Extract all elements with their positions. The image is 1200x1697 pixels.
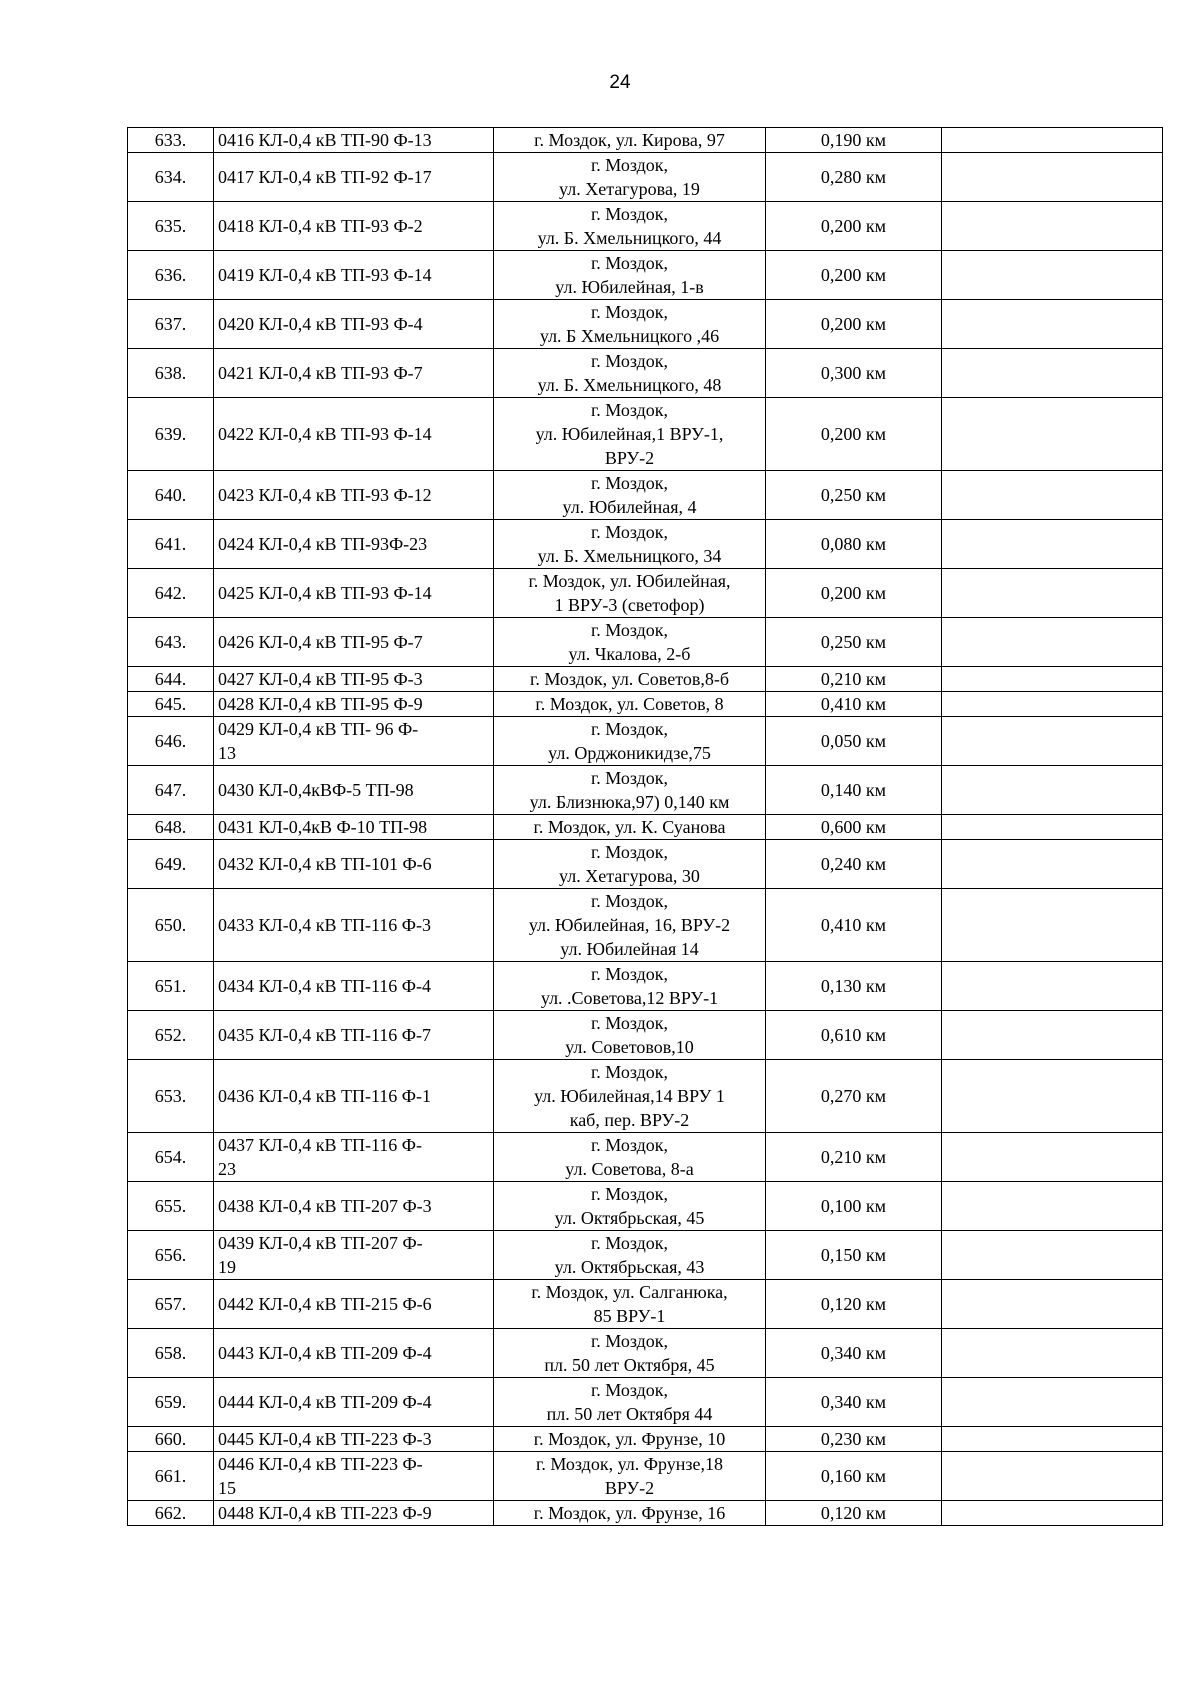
cable-line-name-cell: 0432 КЛ-0,4 кВ ТП-101 Ф-6	[214, 840, 494, 889]
note-cell	[942, 520, 1163, 569]
length-cell: 0,270 км	[766, 1060, 942, 1133]
row-number-cell: 633.	[128, 128, 214, 153]
note-cell	[942, 1280, 1163, 1329]
row-number-cell: 638.	[128, 349, 214, 398]
address-cell: г. Моздок, ул. Юбилейная,14 ВРУ 1 каб, пер. ВРУ-2	[494, 1060, 766, 1133]
length-cell: 0,200 км	[766, 398, 942, 471]
address-cell: г. Моздок, ул. Салганюка, 85 ВРУ-1	[494, 1280, 766, 1329]
cable-line-name-cell: 0442 КЛ-0,4 кВ ТП-215 Ф-6	[214, 1280, 494, 1329]
table-row	[128, 202, 1163, 251]
note-cell	[942, 1329, 1163, 1378]
length-cell: 0,600 км	[766, 815, 942, 840]
note-cell	[942, 1060, 1163, 1133]
cable-line-name-cell: 0437 КЛ-0,4 кВ ТП-116 Ф- 23	[214, 1133, 494, 1182]
address-cell: г. Моздок, ул. Б. Хмельницкого, 34	[494, 520, 766, 569]
address-cell: г. Моздок, ул. Юбилейная, 1 ВРУ-3 (светофор)	[494, 569, 766, 618]
table-row	[128, 153, 1163, 202]
address-cell: г. Моздок, ул. Советовов,10	[494, 1011, 766, 1060]
length-cell: 0,100 км	[766, 1182, 942, 1231]
table-row	[128, 1452, 1163, 1501]
row-number-cell: 647.	[128, 766, 214, 815]
cable-lines-table	[127, 127, 1163, 1526]
note-cell	[942, 840, 1163, 889]
row-number-cell: 653.	[128, 1060, 214, 1133]
cable-line-name-cell: 0428 КЛ-0,4 кВ ТП-95 Ф-9	[214, 692, 494, 717]
length-cell: 0,200 км	[766, 202, 942, 251]
length-cell: 0,200 км	[766, 569, 942, 618]
length-cell: 0,150 км	[766, 1231, 942, 1280]
table-row	[128, 815, 1163, 840]
cable-line-name-cell: 0421 КЛ-0,4 кВ ТП-93 Ф-7	[214, 349, 494, 398]
note-cell	[942, 889, 1163, 962]
row-number-cell: 641.	[128, 520, 214, 569]
note-cell	[942, 815, 1163, 840]
row-number-cell: 651.	[128, 962, 214, 1011]
cable-line-name-cell: 0425 КЛ-0,4 кВ ТП-93 Ф-14	[214, 569, 494, 618]
address-cell: г. Моздок, ул. Кирова, 97	[494, 128, 766, 153]
address-cell: г. Моздок, ул. Хетагурова, 19	[494, 153, 766, 202]
row-number-cell: 652.	[128, 1011, 214, 1060]
row-number-cell: 657.	[128, 1280, 214, 1329]
address-cell: г. Моздок, ул. Юбилейная,1 ВРУ-1, ВРУ-2	[494, 398, 766, 471]
table-row	[128, 1378, 1163, 1427]
address-cell: г. Моздок, ул. Октябрьская, 45	[494, 1182, 766, 1231]
cable-line-name-cell: 0427 КЛ-0,4 кВ ТП-95 Ф-3	[214, 667, 494, 692]
note-cell	[942, 202, 1163, 251]
table-row	[128, 1060, 1163, 1133]
note-cell	[942, 667, 1163, 692]
table-row	[128, 349, 1163, 398]
note-cell	[942, 1501, 1163, 1526]
length-cell: 0,120 км	[766, 1501, 942, 1526]
cable-line-name-cell: 0431 КЛ-0,4кВ Ф-10 ТП-98	[214, 815, 494, 840]
address-cell: г. Моздок, ул. Октябрьская, 43	[494, 1231, 766, 1280]
row-number-cell: 634.	[128, 153, 214, 202]
table-row	[128, 569, 1163, 618]
table-row	[128, 1011, 1163, 1060]
note-cell	[942, 1011, 1163, 1060]
note-cell	[942, 349, 1163, 398]
row-number-cell: 644.	[128, 667, 214, 692]
note-cell	[942, 962, 1163, 1011]
table-row	[128, 1329, 1163, 1378]
cable-line-name-cell: 0443 КЛ-0,4 кВ ТП-209 Ф-4	[214, 1329, 494, 1378]
address-cell: г. Моздок, ул. Советов, 8	[494, 692, 766, 717]
length-cell: 0,340 км	[766, 1329, 942, 1378]
cable-line-name-cell: 0430 КЛ-0,4кВФ-5 ТП-98	[214, 766, 494, 815]
length-cell: 0,230 км	[766, 1427, 942, 1452]
note-cell	[942, 251, 1163, 300]
note-cell	[942, 1452, 1163, 1501]
cable-line-name-cell: 0424 КЛ-0,4 кВ ТП-93Ф-23	[214, 520, 494, 569]
address-cell: г. Моздок, ул. Орджоникидзе,75	[494, 717, 766, 766]
note-cell	[942, 128, 1163, 153]
cable-line-name-cell: 0419 КЛ-0,4 кВ ТП-93 Ф-14	[214, 251, 494, 300]
table-row	[128, 128, 1163, 153]
table-row	[128, 766, 1163, 815]
cable-line-name-cell: 0416 КЛ-0,4 кВ ТП-90 Ф-13	[214, 128, 494, 153]
address-cell: г. Моздок, ул. Юбилейная, 16, ВРУ-2 ул. Юбилейная 14	[494, 889, 766, 962]
length-cell: 0,210 км	[766, 667, 942, 692]
cable-line-name-cell: 0420 КЛ-0,4 кВ ТП-93 Ф-4	[214, 300, 494, 349]
row-number-cell: 656.	[128, 1231, 214, 1280]
table-row	[128, 251, 1163, 300]
note-cell	[942, 692, 1163, 717]
row-number-cell: 660.	[128, 1427, 214, 1452]
table-row	[128, 962, 1163, 1011]
row-number-cell: 645.	[128, 692, 214, 717]
cable-line-name-cell: 0422 КЛ-0,4 кВ ТП-93 Ф-14	[214, 398, 494, 471]
address-cell: г. Моздок, ул. Советов,8-б	[494, 667, 766, 692]
row-number-cell: 643.	[128, 618, 214, 667]
row-number-cell: 649.	[128, 840, 214, 889]
note-cell	[942, 300, 1163, 349]
row-number-cell: 654.	[128, 1133, 214, 1182]
length-cell: 0,410 км	[766, 889, 942, 962]
length-cell: 0,210 км	[766, 1133, 942, 1182]
cable-line-name-cell: 0434 КЛ-0,4 кВ ТП-116 Ф-4	[214, 962, 494, 1011]
cable-line-name-cell: 0446 КЛ-0,4 кВ ТП-223 Ф- 15	[214, 1452, 494, 1501]
cable-line-name-cell: 0429 КЛ-0,4 кВ ТП- 96 Ф- 13	[214, 717, 494, 766]
length-cell: 0,250 км	[766, 471, 942, 520]
cable-line-name-cell: 0444 КЛ-0,4 кВ ТП-209 Ф-4	[214, 1378, 494, 1427]
table-row	[128, 717, 1163, 766]
cable-line-name-cell: 0418 КЛ-0,4 кВ ТП-93 Ф-2	[214, 202, 494, 251]
row-number-cell: 639.	[128, 398, 214, 471]
table-row	[128, 889, 1163, 962]
length-cell: 0,120 км	[766, 1280, 942, 1329]
cable-line-name-cell: 0448 КЛ-0,4 кВ ТП-223 Ф-9	[214, 1501, 494, 1526]
note-cell	[942, 766, 1163, 815]
table-row	[128, 1501, 1163, 1526]
table-row	[128, 300, 1163, 349]
note-cell	[942, 1182, 1163, 1231]
row-number-cell: 648.	[128, 815, 214, 840]
address-cell: г. Моздок, пл. 50 лет Октября 44	[494, 1378, 766, 1427]
row-number-cell: 636.	[128, 251, 214, 300]
length-cell: 0,130 км	[766, 962, 942, 1011]
note-cell	[942, 1378, 1163, 1427]
address-cell: г. Моздок, ул. К. Суанова	[494, 815, 766, 840]
address-cell: г. Моздок, ул. Фрунзе, 16	[494, 1501, 766, 1526]
length-cell: 0,300 км	[766, 349, 942, 398]
note-cell	[942, 1231, 1163, 1280]
address-cell: г. Моздок, ул. Б. Хмельницкого, 44	[494, 202, 766, 251]
page-number: 24	[609, 72, 631, 93]
note-cell	[942, 153, 1163, 202]
length-cell: 0,410 км	[766, 692, 942, 717]
note-cell	[942, 569, 1163, 618]
cable-line-name-cell: 0423 КЛ-0,4 кВ ТП-93 Ф-12	[214, 471, 494, 520]
address-cell: г. Моздок, ул. Б Хмельницкого ,46	[494, 300, 766, 349]
address-cell: г. Моздок, ул. Юбилейная, 1-в	[494, 251, 766, 300]
address-cell: г. Моздок, ул. Хетагурова, 30	[494, 840, 766, 889]
table-row	[128, 618, 1163, 667]
address-cell: г. Моздок, ул. Фрунзе, 10	[494, 1427, 766, 1452]
row-number-cell: 655.	[128, 1182, 214, 1231]
length-cell: 0,240 км	[766, 840, 942, 889]
length-cell: 0,050 км	[766, 717, 942, 766]
row-number-cell: 661.	[128, 1452, 214, 1501]
table-row	[128, 667, 1163, 692]
length-cell: 0,200 км	[766, 300, 942, 349]
length-cell: 0,200 км	[766, 251, 942, 300]
address-cell: г. Моздок, ул. .Советова,12 ВРУ-1	[494, 962, 766, 1011]
length-cell: 0,160 км	[766, 1452, 942, 1501]
length-cell: 0,280 км	[766, 153, 942, 202]
row-number-cell: 658.	[128, 1329, 214, 1378]
table-row	[128, 1231, 1163, 1280]
note-cell	[942, 398, 1163, 471]
address-cell: г. Моздок, ул. Б. Хмельницкого, 48	[494, 349, 766, 398]
row-number-cell: 659.	[128, 1378, 214, 1427]
table-row	[128, 520, 1163, 569]
note-cell	[942, 618, 1163, 667]
row-number-cell: 642.	[128, 569, 214, 618]
cable-line-name-cell: 0433 КЛ-0,4 кВ ТП-116 Ф-3	[214, 889, 494, 962]
cable-line-name-cell: 0436 КЛ-0,4 кВ ТП-116 Ф-1	[214, 1060, 494, 1133]
table-row	[128, 692, 1163, 717]
length-cell: 0,080 км	[766, 520, 942, 569]
table-row	[128, 1133, 1163, 1182]
length-cell: 0,340 км	[766, 1378, 942, 1427]
note-cell	[942, 717, 1163, 766]
length-cell: 0,610 км	[766, 1011, 942, 1060]
length-cell: 0,190 км	[766, 128, 942, 153]
table-row	[128, 1280, 1163, 1329]
cable-line-name-cell: 0435 КЛ-0,4 кВ ТП-116 Ф-7	[214, 1011, 494, 1060]
table-body	[128, 128, 1163, 1526]
cable-line-name-cell: 0426 КЛ-0,4 кВ ТП-95 Ф-7	[214, 618, 494, 667]
cable-line-name-cell: 0438 КЛ-0,4 кВ ТП-207 Ф-3	[214, 1182, 494, 1231]
table-row	[128, 398, 1163, 471]
table-row	[128, 840, 1163, 889]
cable-line-name-cell: 0439 КЛ-0,4 кВ ТП-207 Ф- 19	[214, 1231, 494, 1280]
address-cell: г. Моздок, ул. Фрунзе,18 ВРУ-2	[494, 1452, 766, 1501]
row-number-cell: 635.	[128, 202, 214, 251]
cable-line-name-cell: 0445 КЛ-0,4 кВ ТП-223 Ф-3	[214, 1427, 494, 1452]
address-cell: г. Моздок, ул. Юбилейная, 4	[494, 471, 766, 520]
length-cell: 0,140 км	[766, 766, 942, 815]
row-number-cell: 662.	[128, 1501, 214, 1526]
table-row	[128, 471, 1163, 520]
note-cell	[942, 1133, 1163, 1182]
row-number-cell: 640.	[128, 471, 214, 520]
row-number-cell: 637.	[128, 300, 214, 349]
row-number-cell: 646.	[128, 717, 214, 766]
note-cell	[942, 1427, 1163, 1452]
cable-line-name-cell: 0417 КЛ-0,4 кВ ТП-92 Ф-17	[214, 153, 494, 202]
address-cell: г. Моздок, ул. Советова, 8-а	[494, 1133, 766, 1182]
row-number-cell: 650.	[128, 889, 214, 962]
note-cell	[942, 471, 1163, 520]
address-cell: г. Моздок, ул. Близнюка,97) 0,140 км	[494, 766, 766, 815]
table-row	[128, 1182, 1163, 1231]
address-cell: г. Моздок, пл. 50 лет Октября, 45	[494, 1329, 766, 1378]
table-row	[128, 1427, 1163, 1452]
address-cell: г. Моздок, ул. Чкалова, 2-б	[494, 618, 766, 667]
length-cell: 0,250 км	[766, 618, 942, 667]
